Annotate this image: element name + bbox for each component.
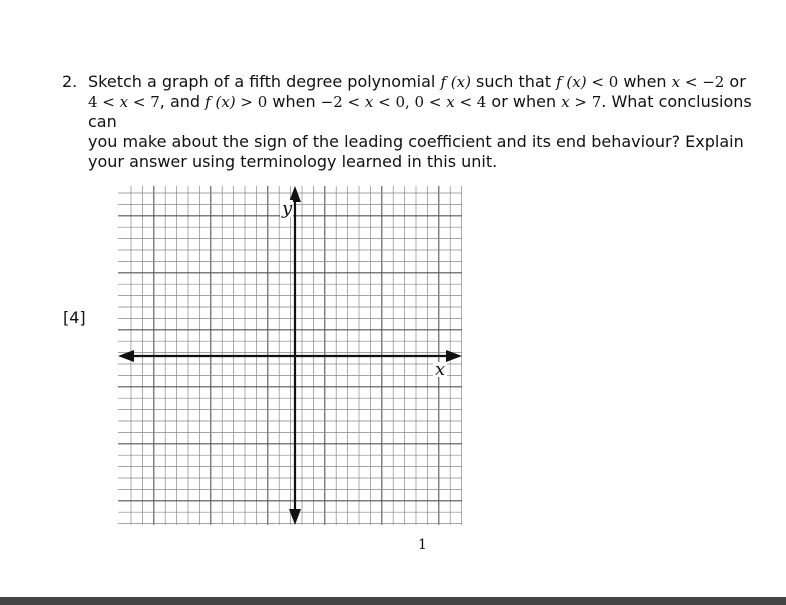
question-tail-2: you make about the sign of the leading coefficient and its end behaviour? Explain — [88, 132, 744, 151]
tick-label-1: 1 — [418, 537, 427, 553]
cond-5: > 0 — [235, 93, 268, 111]
question-lead: Sketch a graph of a fifth degree polynomial — [88, 72, 441, 91]
cond-2: < −2 — [680, 73, 725, 91]
marks-label: [4] — [63, 308, 86, 327]
or-1: or — [724, 72, 746, 91]
x-5: x — [561, 93, 570, 111]
cond-4: < 7 — [128, 93, 160, 111]
fx-3: f (x) — [205, 93, 236, 111]
x-axis-label: x — [435, 359, 446, 380]
x-axis-right-arrow — [446, 350, 462, 362]
cond-6: −2 < — [320, 93, 365, 111]
cond-1: < 0 — [586, 73, 619, 91]
when-1: when — [618, 72, 672, 91]
question-tail-3: your answer using terminology learned in this unit. — [88, 152, 498, 171]
bottom-bar — [0, 597, 786, 605]
x-3: x — [364, 93, 374, 111]
x-2: x — [119, 93, 129, 111]
x-1: x — [671, 73, 681, 91]
cond-9: > 7 — [569, 93, 602, 111]
question-mid1: such that — [470, 72, 557, 91]
and-1: , and — [159, 92, 206, 111]
x-4: x — [446, 93, 455, 111]
question-tail-1: . What conclusions can — [88, 92, 752, 131]
y-axis-label: y — [282, 198, 293, 219]
fx-1: f (x) — [440, 73, 471, 91]
cond-3: 4 < — [88, 93, 120, 111]
question-number: 2. — [62, 72, 78, 91]
fx-2: f (x) — [556, 73, 587, 91]
when-2: when — [267, 92, 321, 111]
cond-7: < 0, 0 < — [373, 93, 447, 111]
or-2: or when — [486, 92, 562, 111]
cond-8: < 4 — [454, 93, 487, 111]
x-axis-left-arrow — [118, 350, 134, 362]
